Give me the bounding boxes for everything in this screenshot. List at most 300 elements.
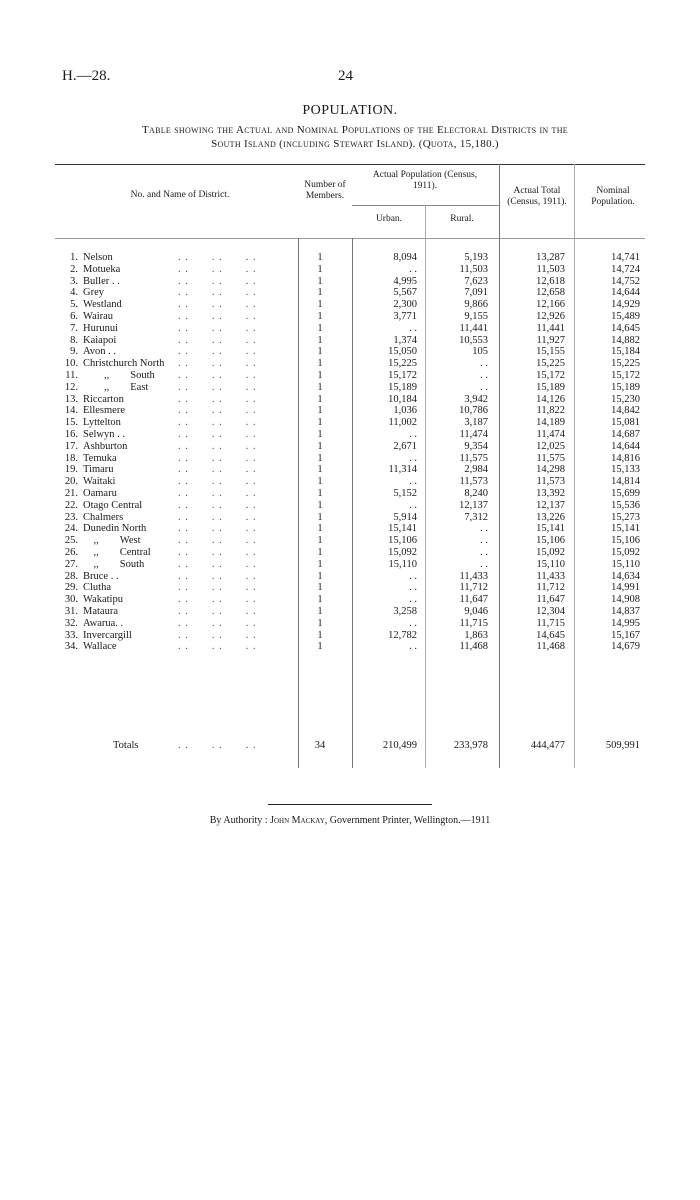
table-row bbox=[0, 311, 700, 323]
column-header-actual-group: Actual Population (Census, 1911). bbox=[372, 170, 478, 191]
district-name: Riccarton bbox=[83, 393, 124, 405]
actual-total-cell: 11,712 bbox=[536, 582, 565, 594]
leader-dots: . . . . . . bbox=[178, 358, 257, 370]
totals-dots: . . . . . . bbox=[178, 740, 257, 751]
members-cell: 1 bbox=[317, 452, 323, 464]
nominal-cell: 14,842 bbox=[611, 405, 640, 417]
urban-cell: 1,036 bbox=[393, 405, 417, 417]
urban-cell: 5,914 bbox=[393, 511, 417, 523]
district-name: ,, South bbox=[83, 558, 145, 570]
nominal-cell: 14,644 bbox=[611, 287, 640, 299]
members-cell: 1 bbox=[317, 252, 323, 263]
actual-total-cell: 11,715 bbox=[536, 617, 565, 629]
table-caption-line-1: Table showing the Actual and Nominal Populations of the Electoral Districts in the bbox=[142, 124, 568, 136]
table-row bbox=[0, 559, 700, 571]
row-number: 34. bbox=[64, 641, 78, 653]
table-row bbox=[0, 382, 700, 394]
nominal-cell: 15,141 bbox=[611, 523, 640, 535]
district-name: Lyttelton bbox=[83, 417, 121, 429]
nominal-cell: 14,814 bbox=[611, 476, 640, 488]
urban-cell: 11,314 bbox=[388, 464, 417, 476]
table-caption bbox=[60, 123, 650, 151]
rural-cell: 11,573 bbox=[459, 476, 488, 488]
rural-cell: 3,187 bbox=[464, 417, 488, 429]
leader-dots: . . . . . . bbox=[178, 605, 257, 617]
column-header-urban: Urban. bbox=[375, 214, 403, 224]
nominal-cell: 15,184 bbox=[611, 346, 640, 358]
actual-total-cell: 13,392 bbox=[536, 487, 565, 499]
leader-dots: . . . . . . bbox=[178, 499, 257, 511]
urban-cell: 5,567 bbox=[393, 287, 417, 299]
leader-dots: . . . . . . bbox=[178, 546, 257, 558]
rural-cell: 11,715 bbox=[459, 617, 488, 629]
actual-total-cell: 12,618 bbox=[536, 275, 565, 287]
members-cell: 1 bbox=[317, 476, 323, 488]
district-name: Dunedin North bbox=[83, 523, 147, 535]
district-name: Awarua. . bbox=[83, 617, 124, 629]
urban-cell: 2,671 bbox=[393, 440, 417, 452]
district-name: Timaru bbox=[83, 464, 114, 476]
actual-total-cell: 11,927 bbox=[536, 334, 565, 346]
members-cell: 1 bbox=[317, 369, 323, 381]
members-cell: 1 bbox=[317, 381, 323, 393]
column-header-rural: Rural. bbox=[450, 214, 474, 224]
actual-total-cell: 15,172 bbox=[536, 369, 565, 381]
members-cell: 1 bbox=[317, 263, 323, 275]
members-cell: 1 bbox=[317, 287, 323, 299]
rural-cell: 12,137 bbox=[459, 499, 488, 511]
row-number: 26. bbox=[64, 546, 78, 558]
rural-cell: 9,354 bbox=[464, 440, 488, 452]
table-row bbox=[0, 618, 700, 630]
column-header-district: No. and Name of District. bbox=[130, 190, 230, 200]
district-name: Temuka bbox=[83, 452, 117, 464]
rural-cell: 9,046 bbox=[464, 605, 488, 617]
nominal-cell: 14,752 bbox=[611, 275, 640, 287]
rural-cell: 11,474 bbox=[459, 428, 488, 440]
row-number: 8. bbox=[70, 334, 78, 346]
urban-cell: 15,050 bbox=[388, 346, 417, 358]
urban-cell: 12,782 bbox=[388, 629, 417, 641]
totals-actual: 444,477 bbox=[530, 740, 565, 751]
nominal-cell: 15,172 bbox=[611, 369, 640, 381]
nominal-cell: 14,882 bbox=[611, 334, 640, 346]
district-table-body bbox=[0, 252, 700, 653]
rural-cell: 11,503 bbox=[459, 263, 488, 275]
actual-total-cell: 15,155 bbox=[536, 346, 565, 358]
leader-dots: . . . . . . bbox=[178, 617, 257, 629]
footer-rule bbox=[268, 804, 432, 805]
urban-cell: 15,110 bbox=[388, 558, 417, 570]
leader-dots: . . . . . . bbox=[178, 511, 257, 523]
table-row bbox=[0, 287, 700, 299]
actual-total-cell: 15,225 bbox=[536, 358, 565, 370]
actual-total-cell: 15,141 bbox=[536, 523, 565, 535]
table-row bbox=[0, 299, 700, 311]
row-number: 32. bbox=[64, 617, 78, 629]
urban-cell: 15,092 bbox=[388, 546, 417, 558]
table-row bbox=[0, 252, 700, 264]
rural-cell: . . bbox=[480, 358, 488, 370]
table-row bbox=[0, 453, 700, 465]
district-name: Avon . . bbox=[83, 346, 117, 358]
leader-dots: . . . . . . bbox=[178, 570, 257, 582]
table-row bbox=[0, 512, 700, 524]
nominal-cell: 15,189 bbox=[611, 381, 640, 393]
table-row bbox=[0, 464, 700, 476]
table-row bbox=[0, 335, 700, 347]
urban-cell: . . bbox=[409, 263, 417, 275]
rural-cell: 9,866 bbox=[464, 299, 488, 311]
district-name: Bruce . . bbox=[83, 570, 119, 582]
actual-total-cell: 11,433 bbox=[536, 570, 565, 582]
row-number: 28. bbox=[64, 570, 78, 582]
members-cell: 1 bbox=[317, 499, 323, 511]
nominal-cell: 15,536 bbox=[611, 499, 640, 511]
row-number: 9. bbox=[70, 346, 78, 358]
district-name: Christchurch North bbox=[83, 358, 165, 370]
district-name: Chalmers bbox=[83, 511, 124, 523]
leader-dots: . . . . . . bbox=[178, 381, 257, 393]
district-name: ,, South bbox=[83, 369, 155, 381]
leader-dots: . . . . . . bbox=[178, 641, 257, 653]
district-name: Clutha bbox=[83, 582, 111, 594]
table-row bbox=[0, 441, 700, 453]
leader-dots: . . . . . . bbox=[178, 275, 257, 287]
nominal-cell: 15,081 bbox=[611, 417, 640, 429]
urban-cell: 11,002 bbox=[388, 417, 417, 429]
leader-dots: . . . . . . bbox=[178, 252, 257, 263]
members-cell: 1 bbox=[317, 428, 323, 440]
nominal-cell: 14,634 bbox=[611, 570, 640, 582]
district-name: ,, West bbox=[83, 535, 141, 547]
members-cell: 1 bbox=[317, 582, 323, 594]
leader-dots: . . . . . . bbox=[178, 487, 257, 499]
district-name: Wairau bbox=[83, 310, 114, 322]
members-cell: 1 bbox=[317, 440, 323, 452]
urban-cell: 15,106 bbox=[388, 535, 417, 547]
urban-cell: 3,258 bbox=[393, 605, 417, 617]
rural-cell: 11,468 bbox=[459, 641, 488, 653]
leader-dots: . . . . . . bbox=[178, 263, 257, 275]
row-number: 21. bbox=[64, 487, 78, 499]
row-number: 16. bbox=[64, 428, 78, 440]
nominal-cell: 15,110 bbox=[611, 558, 640, 570]
totals-nominal: 509,991 bbox=[605, 740, 640, 751]
urban-cell: . . bbox=[409, 617, 417, 629]
nominal-cell: 15,133 bbox=[611, 464, 640, 476]
table-row bbox=[0, 641, 700, 653]
urban-cell: . . bbox=[409, 570, 417, 582]
rural-cell: 11,433 bbox=[459, 570, 488, 582]
urban-cell: . . bbox=[409, 452, 417, 464]
district-name: Westland bbox=[83, 299, 122, 311]
leader-dots: . . . . . . bbox=[178, 558, 257, 570]
rural-cell: . . bbox=[480, 535, 488, 547]
urban-cell: . . bbox=[409, 641, 417, 653]
district-name: Otago Central bbox=[83, 499, 143, 511]
table-row bbox=[0, 594, 700, 606]
row-number: 29. bbox=[64, 582, 78, 594]
table-row bbox=[0, 523, 700, 535]
table-row bbox=[0, 394, 700, 406]
nominal-cell: 14,724 bbox=[611, 263, 640, 275]
rural-cell: 7,623 bbox=[464, 275, 488, 287]
rural-cell: 2,984 bbox=[464, 464, 488, 476]
actual-total-cell: 12,304 bbox=[536, 605, 565, 617]
urban-cell: . . bbox=[409, 594, 417, 606]
nominal-cell: 15,489 bbox=[611, 310, 640, 322]
leader-dots: . . . . . . bbox=[178, 523, 257, 535]
table-row bbox=[0, 606, 700, 618]
district-name: Mataura bbox=[83, 605, 118, 617]
urban-cell: . . bbox=[409, 582, 417, 594]
row-number: 19. bbox=[64, 464, 78, 476]
rural-cell: 11,441 bbox=[459, 322, 488, 334]
leader-dots: . . . . . . bbox=[178, 535, 257, 547]
rural-cell: 8,240 bbox=[464, 487, 488, 499]
row-number: 11. bbox=[65, 369, 78, 381]
nominal-cell: 14,644 bbox=[611, 440, 640, 452]
row-number: 27. bbox=[64, 558, 78, 570]
leader-dots: . . . . . . bbox=[178, 417, 257, 429]
row-number: 22. bbox=[64, 499, 78, 511]
nominal-cell: 14,837 bbox=[611, 605, 640, 617]
nominal-cell: 15,699 bbox=[611, 487, 640, 499]
district-name: Ellesmere bbox=[83, 405, 125, 417]
column-header-actual-total: Actual Total (Census, 1911). bbox=[507, 186, 567, 207]
rural-cell: 3,942 bbox=[464, 393, 488, 405]
members-cell: 1 bbox=[317, 275, 323, 287]
members-cell: 1 bbox=[317, 358, 323, 370]
row-number: 5. bbox=[70, 299, 78, 311]
members-cell: 1 bbox=[317, 641, 323, 653]
leader-dots: . . . . . . bbox=[178, 464, 257, 476]
totals-rural: 233,978 bbox=[453, 740, 488, 751]
members-cell: 1 bbox=[317, 570, 323, 582]
leader-dots: . . . . . . bbox=[178, 310, 257, 322]
table-row bbox=[0, 500, 700, 512]
district-name: Wakatipu bbox=[83, 594, 123, 606]
actual-total-cell: 15,110 bbox=[536, 558, 565, 570]
members-cell: 1 bbox=[317, 464, 323, 476]
rural-cell: . . bbox=[480, 546, 488, 558]
row-number: 6. bbox=[70, 310, 78, 322]
nominal-cell: 14,741 bbox=[611, 252, 640, 263]
district-name: Hurunui bbox=[83, 322, 118, 334]
printer-imprint bbox=[0, 815, 700, 826]
header-bottom-rule bbox=[55, 238, 645, 239]
members-cell: 1 bbox=[317, 310, 323, 322]
row-number: 30. bbox=[64, 594, 78, 606]
district-name: Ashburton bbox=[83, 440, 128, 452]
urban-cell: 2,300 bbox=[393, 299, 417, 311]
table-row bbox=[0, 582, 700, 594]
actual-group-rule bbox=[352, 205, 500, 206]
actual-total-cell: 12,166 bbox=[536, 299, 565, 311]
totals-row bbox=[0, 740, 700, 754]
urban-cell: 8,094 bbox=[393, 252, 417, 263]
members-cell: 1 bbox=[317, 511, 323, 523]
district-name: ,, East bbox=[83, 381, 149, 393]
urban-cell: 15,141 bbox=[388, 523, 417, 535]
members-cell: 1 bbox=[317, 535, 323, 547]
rural-cell: . . bbox=[480, 369, 488, 381]
row-number: 25. bbox=[64, 535, 78, 547]
members-cell: 1 bbox=[317, 523, 323, 535]
urban-cell: . . bbox=[409, 476, 417, 488]
nominal-cell: 14,995 bbox=[611, 617, 640, 629]
table-row bbox=[0, 630, 700, 642]
rural-cell: 105 bbox=[472, 346, 488, 358]
table-caption-line-2: South Island (including Stewart Island). (Quota, 15,180.) bbox=[211, 138, 499, 150]
members-cell: 1 bbox=[317, 546, 323, 558]
actual-total-cell: 11,474 bbox=[536, 428, 565, 440]
totals-urban: 210,499 bbox=[382, 740, 417, 751]
row-number: 23. bbox=[64, 511, 78, 523]
table-row bbox=[0, 547, 700, 559]
district-name: Wallace bbox=[83, 641, 117, 653]
actual-total-cell: 14,645 bbox=[536, 629, 565, 641]
district-name: Invercargill bbox=[83, 629, 132, 641]
row-number: 31. bbox=[64, 605, 78, 617]
totals-label: Totals bbox=[113, 740, 139, 751]
district-name: Waitaki bbox=[83, 476, 116, 488]
actual-total-cell: 12,658 bbox=[536, 287, 565, 299]
actual-total-cell: 14,189 bbox=[536, 417, 565, 429]
leader-dots: . . . . . . bbox=[178, 452, 257, 464]
urban-cell: . . bbox=[409, 322, 417, 334]
rural-cell: 7,091 bbox=[464, 287, 488, 299]
row-number: 13. bbox=[64, 393, 78, 405]
table-row bbox=[0, 346, 700, 358]
table-row bbox=[0, 535, 700, 547]
urban-cell: 15,172 bbox=[388, 369, 417, 381]
nominal-cell: 15,225 bbox=[611, 358, 640, 370]
rural-cell: . . bbox=[480, 558, 488, 570]
actual-total-cell: 14,298 bbox=[536, 464, 565, 476]
actual-total-cell: 11,575 bbox=[536, 452, 565, 464]
leader-dots: . . . . . . bbox=[178, 322, 257, 334]
nominal-cell: 14,991 bbox=[611, 582, 640, 594]
row-number: 7. bbox=[70, 322, 78, 334]
urban-cell: 10,184 bbox=[388, 393, 417, 405]
district-name: ,, Central bbox=[83, 546, 151, 558]
members-cell: 1 bbox=[317, 334, 323, 346]
members-cell: 1 bbox=[317, 594, 323, 606]
members-cell: 1 bbox=[317, 417, 323, 429]
leader-dots: . . . . . . bbox=[178, 476, 257, 488]
imprint-suffix: , Government Printer, Wellington.—1911 bbox=[324, 815, 491, 826]
members-cell: 1 bbox=[317, 299, 323, 311]
urban-cell: . . bbox=[409, 499, 417, 511]
rural-cell: 7,312 bbox=[464, 511, 488, 523]
table-row bbox=[0, 429, 700, 441]
rural-cell: 10,553 bbox=[459, 334, 488, 346]
row-number: 12. bbox=[64, 381, 78, 393]
rural-cell: 10,786 bbox=[459, 405, 488, 417]
members-cell: 1 bbox=[317, 322, 323, 334]
rural-cell: 5,193 bbox=[464, 252, 488, 263]
district-name: Motueka bbox=[83, 263, 121, 275]
rural-cell: 11,647 bbox=[459, 594, 488, 606]
actual-total-cell: 12,137 bbox=[536, 499, 565, 511]
table-row bbox=[0, 417, 700, 429]
leader-dots: . . . . . . bbox=[178, 393, 257, 405]
row-number: 2. bbox=[70, 263, 78, 275]
members-cell: 1 bbox=[317, 629, 323, 641]
actual-total-cell: 11,573 bbox=[536, 476, 565, 488]
nominal-cell: 15,230 bbox=[611, 393, 640, 405]
urban-cell: . . bbox=[409, 428, 417, 440]
column-header-nominal: Nominal Population. bbox=[591, 186, 635, 207]
table-row bbox=[0, 264, 700, 276]
table-row bbox=[0, 358, 700, 370]
actual-total-cell: 15,092 bbox=[536, 546, 565, 558]
rural-cell: 9,155 bbox=[464, 310, 488, 322]
table-row bbox=[0, 323, 700, 335]
totals-members: 34 bbox=[314, 740, 326, 751]
rural-cell: 11,712 bbox=[459, 582, 488, 594]
actual-total-cell: 11,822 bbox=[536, 405, 565, 417]
urban-cell: 15,225 bbox=[388, 358, 417, 370]
members-cell: 1 bbox=[317, 487, 323, 499]
district-name: Buller . . bbox=[83, 275, 120, 287]
actual-total-cell: 11,441 bbox=[536, 322, 565, 334]
actual-total-cell: 15,106 bbox=[536, 535, 565, 547]
actual-total-cell: 13,287 bbox=[536, 252, 565, 263]
row-number: 15. bbox=[64, 417, 78, 429]
row-number: 10. bbox=[64, 358, 78, 370]
nominal-cell: 14,816 bbox=[611, 452, 640, 464]
actual-total-cell: 11,503 bbox=[536, 263, 565, 275]
urban-cell: 3,771 bbox=[393, 310, 417, 322]
leader-dots: . . . . . . bbox=[178, 428, 257, 440]
leader-dots: . . . . . . bbox=[178, 299, 257, 311]
rural-cell: . . bbox=[480, 523, 488, 535]
nominal-cell: 15,273 bbox=[611, 511, 640, 523]
leader-dots: . . . . . . bbox=[178, 440, 257, 452]
document-reference: H.—28. bbox=[62, 68, 111, 84]
members-cell: 1 bbox=[317, 346, 323, 358]
imprint-prefix: By Authority : bbox=[209, 815, 271, 826]
table-row bbox=[0, 476, 700, 488]
row-number: 17. bbox=[64, 440, 78, 452]
table-row bbox=[0, 571, 700, 583]
leader-dots: . . . . . . bbox=[178, 287, 257, 299]
district-name: Kaiapoi bbox=[83, 334, 117, 346]
actual-total-cell: 15,189 bbox=[536, 381, 565, 393]
members-cell: 1 bbox=[317, 405, 323, 417]
members-cell: 1 bbox=[317, 558, 323, 570]
nominal-cell: 15,092 bbox=[611, 546, 640, 558]
leader-dots: . . . . . . bbox=[178, 346, 257, 358]
table-top-rule bbox=[55, 164, 645, 165]
row-number: 4. bbox=[70, 287, 78, 299]
rural-cell: . . bbox=[480, 381, 488, 393]
leader-dots: . . . . . . bbox=[178, 594, 257, 606]
actual-total-cell: 12,926 bbox=[536, 310, 565, 322]
nominal-cell: 14,645 bbox=[611, 322, 640, 334]
row-number: 20. bbox=[64, 476, 78, 488]
column-header-members: Number of Members. bbox=[304, 180, 346, 201]
row-number: 24. bbox=[64, 523, 78, 535]
nominal-cell: 15,106 bbox=[611, 535, 640, 547]
row-number: 18. bbox=[64, 452, 78, 464]
actual-total-cell: 11,647 bbox=[536, 594, 565, 606]
row-number: 33. bbox=[64, 629, 78, 641]
district-name: Oamaru bbox=[83, 487, 117, 499]
